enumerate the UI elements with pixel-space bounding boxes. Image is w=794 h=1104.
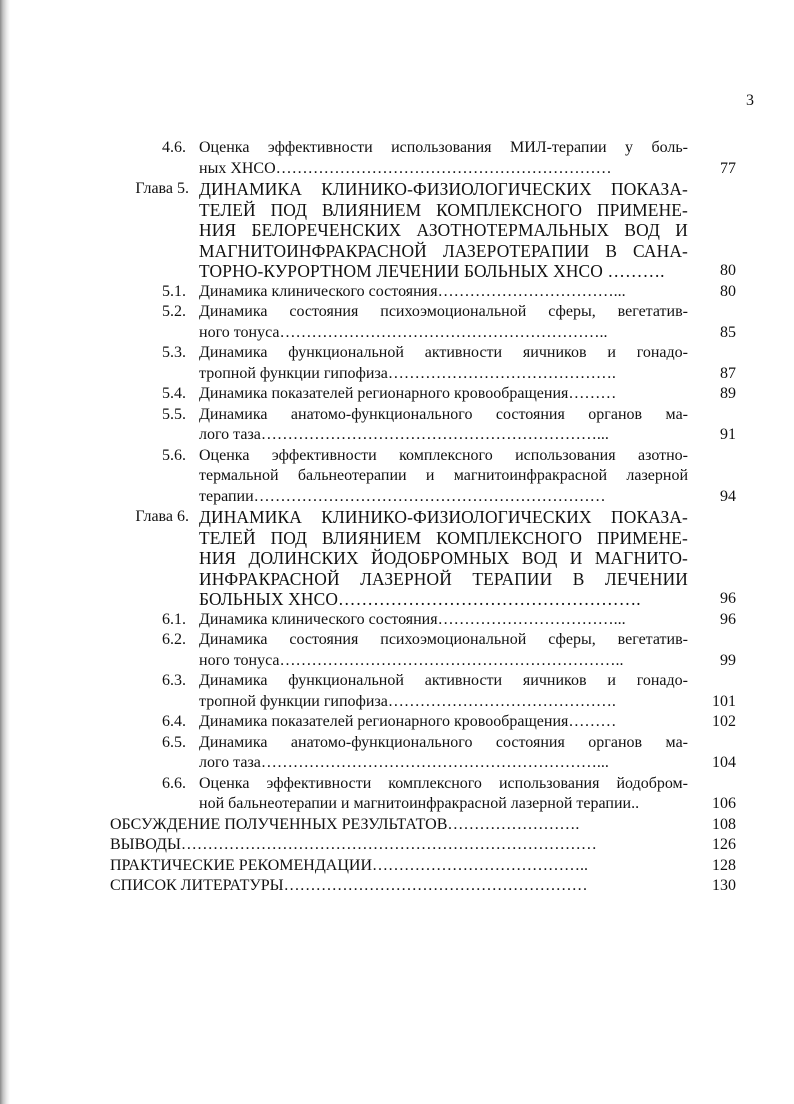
toc-entry-line: термальной бальнеотерапии и магнитоинфракрасной лазерной [199,467,688,484]
toc-entry-page: 101 [712,692,736,710]
toc-entry-5-4[interactable] [0,384,794,405]
toc-chapter-5[interactable] [0,179,794,282]
toc-entry-line: Оценка эффективности использования МИЛ-терапии у боль- [199,139,688,156]
toc-entry-discussion[interactable] [0,815,794,836]
toc-entry-number: 5.3. [162,344,186,361]
toc-entry-5-6[interactable] [0,446,794,508]
toc-chapter-number: Глава 5. [135,180,189,197]
toc-entry-page: 94 [720,487,736,505]
toc-entry-line: Динамика клинического состояния……………………………... [199,282,626,300]
toc-entry-page: 80 [720,282,736,300]
toc-entry-line: ТЕЛЕЙ ПОД ВЛИЯНИЕМ КОМПЛЕКСНОГО ПРИМЕНЕ- [199,527,688,548]
toc-entry-number: 6.3. [162,672,186,689]
toc-entry-page: 126 [712,836,736,853]
toc-entry-4-6[interactable] [0,138,794,179]
toc-entry-page: 128 [712,856,736,874]
toc-entry-6-1[interactable] [0,610,794,631]
toc-entry-page: 99 [720,651,736,669]
toc-entry-line: БОЛЬНЫХ ХНСО……………………………………………. [199,589,641,609]
toc-entry-number: 5.5. [162,405,186,423]
toc-entry-line: СПИСОК ЛИТЕРАТУРЫ………………………………………………… [110,877,588,894]
toc-entry-line: Динамика анатомо-функционального состояния органов ма- [199,405,688,423]
toc-entry-page: 106 [712,795,736,812]
toc-entry-line: МАГНИТОИНФРАКРАСНОЙ ЛАЗЕРОТЕРАПИИ В САНА- [199,240,688,261]
toc-entry-number: 6.1. [162,610,186,628]
toc-entry-6-2[interactable] [0,630,794,671]
toc-entry-number: 5.4. [162,385,186,402]
toc-entry-page: 85 [720,323,736,341]
toc-entry-page: 104 [712,754,736,771]
toc-entry-line: терапии………………………………………………………… [199,487,606,505]
toc-entry-line: Динамика показателей регионарного кровообращения……… [199,713,617,730]
toc-entry-line: Динамика показателей регионарного кровообращения……… [199,385,617,402]
toc-chapter-number: Глава 6. [135,508,189,525]
toc-entry-number: 6.4. [162,713,186,730]
toc-entry-line: лого таза………………………………………………………... [199,754,609,771]
toc-entry-line: ДИНАМИКА КЛИНИКО-ФИЗИОЛОГИЧЕСКИХ ПОКАЗА- [199,507,688,527]
toc-entry-number: 6.6. [162,774,186,792]
toc-entry-line: Динамика функциональной активности яичников и гонадо- [199,344,688,361]
toc-entry-number: 5.1. [162,282,186,300]
toc-entry-line: ИНФРАКРАСНОЙ ЛАЗЕРНОЙ ТЕРАПИИ В ЛЕЧЕНИИ [199,568,688,589]
toc-entry-5-3[interactable] [0,343,794,384]
toc-entry-references[interactable] [0,876,794,897]
toc-entry-line: ной бальнеотерапии и магнитоинфракрасной лазерной терапии.. [199,795,640,812]
toc-entry-page: 102 [712,713,736,730]
toc-entry-line: тропной функции гипофиза……………………………………. [199,692,616,710]
toc-entry-number: 6.2. [162,631,186,648]
toc-entry-page: 87 [720,364,736,382]
toc-entry-page: 89 [720,385,736,402]
toc-entry-line: Динамика функциональной активности яичников и гонадо- [199,672,688,689]
toc-entry-number: 4.6. [162,139,186,156]
toc-entry-6-4[interactable] [0,712,794,733]
toc-entry-6-6[interactable] [0,774,794,815]
toc-entry-line: тропной функции гипофиза……………………………………. [199,364,616,382]
toc-entry-line: ОБСУЖДЕНИЕ ПОЛУЧЕННЫХ РЕЗУЛЬТАТОВ……………………. [110,815,580,833]
toc-entry-line: ТОРНО-КУРОРТНОМ ЛЕЧЕНИИ БОЛЬНЫХ ХНСО ………. [199,261,665,281]
toc-entry-5-1[interactable] [0,282,794,303]
toc-entry-line: ного тонуса……………………………………………………….. [199,651,624,669]
toc-entry-line: ных ХНСО……………………………………………………… [199,159,612,177]
toc-entry-line: Оценка эффективности комплексного использования йодобром- [199,774,688,792]
toc-entry-5-5[interactable] [0,405,794,446]
toc-entry-line: ТЕЛЕЙ ПОД ВЛИЯНИЕМ КОМПЛЕКСНОГО ПРИМЕНЕ- [199,199,688,220]
toc-entry-line: НИЯ ДОЛИНСКИХ ЙОДОБРОМНЫХ ВОД И МАГНИТО- [199,548,688,568]
toc-entry-line: ВЫВОДЫ…………………………………………………………………… [110,836,597,853]
toc-entry-conclusions[interactable] [0,835,794,856]
toc-entry-recommendations[interactable] [0,856,794,877]
toc-entry-line: НИЯ БЕЛОРЕЧЕНСКИХ АЗОТНОТЕРМАЛЬНЫХ ВОД И [199,220,688,240]
toc-entry-line: Динамика клинического состояния……………………………... [199,610,626,628]
toc-entry-page: 80 [720,262,736,279]
toc-entry-line: Динамика состояния психоэмоциональной сферы, вегетатив- [199,303,688,320]
toc-entry-page: 96 [720,610,736,628]
toc-entry-page: 108 [712,815,736,833]
toc-chapter-6[interactable] [0,507,794,610]
toc-entry-page: 77 [720,159,736,177]
toc-entry-page: 96 [720,590,736,607]
toc-entry-5-2[interactable] [0,302,794,343]
toc-entry-number: 5.2. [162,303,186,320]
toc-entry-page: 91 [720,426,736,443]
page-number: 3 [746,92,754,109]
toc-entry-line: ного тонуса…………………………………………………….. [199,323,608,341]
toc-entry-6-5[interactable] [0,733,794,774]
toc-entry-line: Оценка эффективности комплексного использования азотно- [199,446,688,464]
toc-entry-line: Динамика анатомо-функционального состояния органов ма- [199,733,688,751]
toc-entry-6-3[interactable] [0,671,794,712]
toc-entry-line: лого таза………………………………………………………... [199,426,609,443]
table-of-contents [0,138,794,897]
toc-entry-number: 6.5. [162,733,186,751]
toc-entry-number: 5.6. [162,446,186,464]
toc-entry-page: 130 [712,877,736,894]
toc-entry-line: Динамика состояния психоэмоциональной сферы, вегетатив- [199,631,688,648]
toc-entry-line: ДИНАМИКА КЛИНИКО-ФИЗИОЛОГИЧЕСКИХ ПОКАЗА- [199,179,688,199]
toc-entry-line: ПРАКТИЧЕСКИЕ РЕКОМЕНДАЦИИ………………………………….. [110,856,588,874]
